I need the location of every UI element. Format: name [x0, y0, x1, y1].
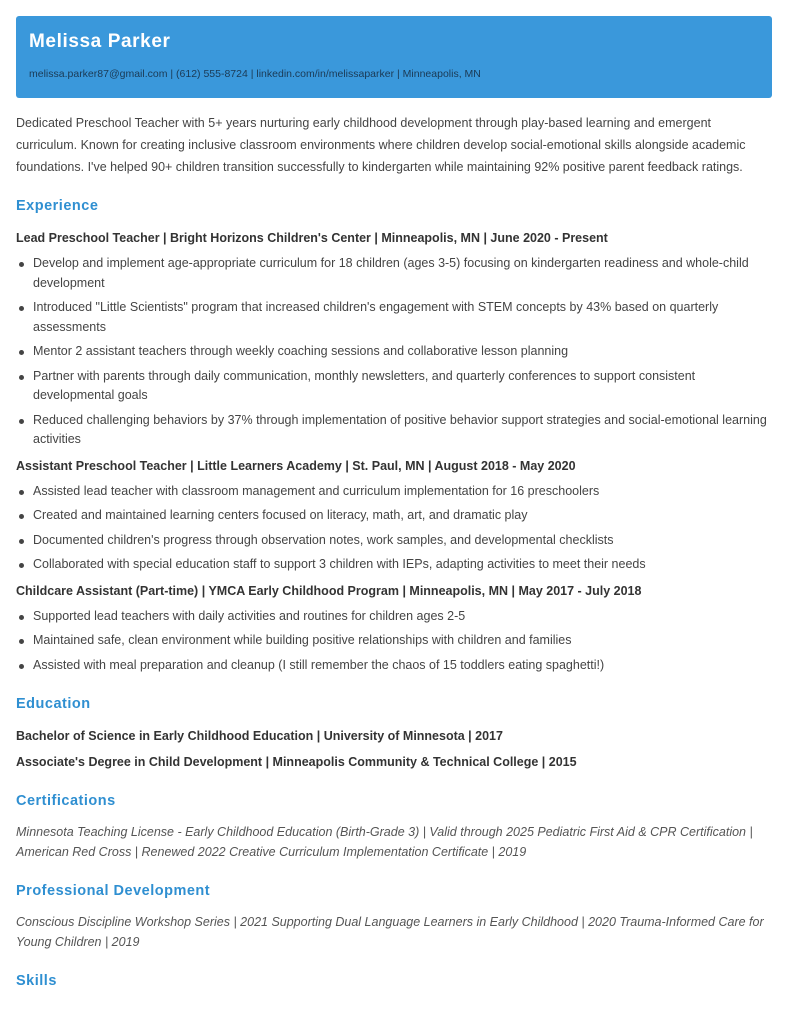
bullet-icon [19, 664, 24, 669]
experience-heading: Experience [16, 198, 99, 214]
job-entry [16, 581, 772, 676]
list-item [16, 482, 772, 502]
bullet-text: Maintained safe, clean environment while building positive relationships with children and families [33, 633, 572, 647]
list-item [16, 506, 772, 526]
certifications-text: Minnesota Teaching License - Early Childhood Education (Birth-Grade 3) | Valid through 2025 Pediatric First Aid & CPR Certification | American Red Cross | Renewed 2022 Creative Curriculum Implementation Certificate | 2019 [16, 825, 753, 859]
job-bullets [16, 607, 772, 676]
certifications-heading: Certifications [16, 793, 116, 809]
list-item [16, 342, 772, 362]
bullet-text: Develop and implement age-appropriate curriculum for 18 children (ages 3-5) focusing on kindergarten readiness and whole-child development [33, 256, 749, 290]
list-item [16, 411, 772, 450]
list-item [16, 254, 772, 293]
professional-development-text: Conscious Discipline Workshop Series | 2021 Supporting Dual Language Learners in Early Childhood | 2020 Trauma-Informed Care for Young Children | 2019 [16, 915, 764, 949]
bullet-icon [19, 262, 24, 267]
bullet-text: Mentor 2 assistant teachers through weekly coaching sessions and collaborative lesson planning [33, 344, 569, 358]
job-entry [16, 456, 772, 575]
contact-info: melissa.parker87@gmail.com | (612) 555-8724 | linkedin.com/in/melissaparker | Minneapolis, MN [29, 68, 481, 80]
list-item [16, 631, 772, 651]
education-item: Associate's Degree in Child Development | Minneapolis Community & Technical College | 2015 [16, 755, 577, 769]
bullet-icon [19, 514, 24, 519]
bullet-icon [19, 639, 24, 644]
list-item [16, 607, 772, 627]
job-entry [16, 228, 772, 450]
job-title: Assistant Preschool Teacher | Little Learners Academy | St. Paul, MN | August 2018 - May 2020 [16, 458, 576, 473]
job-bullets [16, 482, 772, 575]
list-item [16, 531, 772, 551]
job-title: Lead Preschool Teacher | Bright Horizons Children's Center | Minneapolis, MN | June 2020 - Present [16, 231, 608, 245]
bullet-text: Collaborated with special education staff to support 3 children with IEPs, adapting activities to meet their needs [33, 557, 646, 571]
bullet-text: Introduced "Little Scientists" program that increased children's engagement with STEM concepts by 43% based on quarterly assessments [33, 300, 719, 334]
resume-header [16, 16, 772, 98]
professional-summary: Dedicated Preschool Teacher with 5+ years nurturing early childhood development through play-based learning and emergent curriculum. Known for creating inclusive classroom environments where children develop social-emotional skills alongside academic foundations. I've helped 90+ children transition successfully to kindergarten while maintaining 92% positive parent feedback ratings. [16, 116, 746, 174]
bullet-icon [19, 350, 24, 355]
bullet-text: Assisted lead teacher with classroom management and curriculum implementation for 16 preschoolers [33, 483, 600, 498]
bullet-text: Assisted with meal preparation and cleanup (I still remember the chaos of 15 toddlers eating spaghetti!) [33, 657, 605, 672]
bullet-text: Reduced challenging behaviors by 37% through implementation of positive behavior support strategies and social-emotional learning activities [33, 412, 767, 446]
education-item: Bachelor of Science in Early Childhood Education | University of Minnesota | 2017 [16, 729, 503, 743]
candidate-name: Melissa Parker [29, 31, 171, 52]
bullet-text: Documented children's progress through observation notes, work samples, and developmental checklists [33, 532, 614, 547]
bullet-icon [19, 615, 24, 620]
bullet-icon [19, 539, 24, 544]
bullet-icon [19, 375, 24, 380]
education-heading: Education [16, 696, 91, 712]
bullet-text: Supported lead teachers with daily activities and routines for children ages 2-5 [33, 608, 466, 623]
bullet-icon [19, 306, 24, 311]
bullet-icon [19, 419, 24, 424]
professional-development-heading: Professional Development [16, 883, 211, 899]
bullet-text: Created and maintained learning centers focused on literacy, math, art, and dramatic play [33, 508, 528, 522]
education-list [16, 726, 772, 772]
job-title: Childcare Assistant (Part-time) | YMCA Early Childhood Program | Minneapolis, MN | May 2017 - July 2018 [16, 583, 642, 598]
bullet-icon [19, 563, 24, 568]
bullet-text: Partner with parents through daily communication, monthly newsletters, and quarterly conferences to support consistent developmental goals [33, 368, 696, 402]
resume-body [16, 112, 772, 991]
list-item [16, 656, 772, 676]
list-item [16, 555, 772, 575]
bullet-icon [19, 490, 24, 495]
list-item [16, 298, 772, 337]
job-bullets [16, 254, 772, 450]
list-item [16, 367, 772, 406]
skills-heading: Skills [16, 973, 57, 989]
